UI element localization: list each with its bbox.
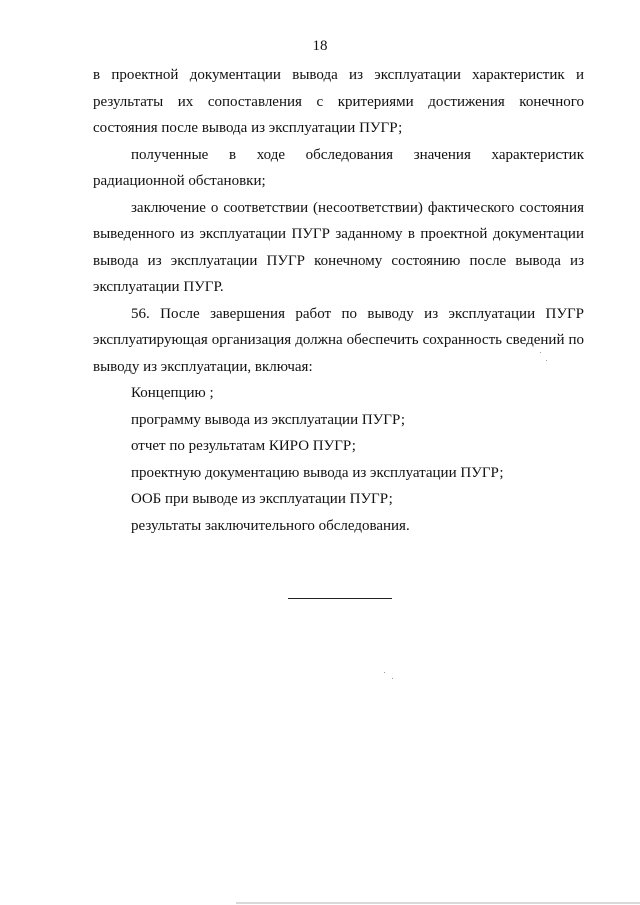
list-item: проектную документацию вывода из эксплуатации ПУГР; — [131, 464, 504, 481]
scan-speck — [546, 360, 547, 361]
paragraph-item-56: 56. После завершения работ по выводу из эксплуатации ПУГР эксплуатирующая организация должна обеспечить сохранность сведений по выводу из эксплуатации, включая: — [93, 305, 584, 375]
list-item: Концепцию ; — [131, 385, 214, 401]
scan-speck — [540, 352, 541, 353]
page-number: 18 — [312, 38, 328, 54]
paragraph-continuation: в проектной документации вывода из эксплуатации характеристик и результаты их сопоставления с критериями достижения конечного состояния после вывода из эксплуатации ПУГР; — [93, 67, 584, 136]
document-body — [93, 62, 584, 539]
scan-edge — [236, 902, 640, 904]
paragraph-radiation-values: полученные в ходе обследования значения характеристик радиационной обстановки; — [93, 146, 584, 189]
list-item: результаты заключительного обследования. — [131, 517, 410, 534]
list-item: ООБ при выводе из эксплуатации ПУГР; — [131, 491, 393, 507]
scan-speck — [384, 672, 385, 673]
list-item: программу вывода из эксплуатации ПУГР; — [131, 411, 406, 428]
end-of-document-rule — [288, 598, 392, 599]
paragraph-conclusion: заключение о соответствии (несоответствии) фактического состояния выведенного из эксплуатации ПУГР заданному в проектной документации вывода из эксплуатации ПУГР конечному состоянию после вывода из эксплуатации ПУГР. — [93, 199, 584, 295]
scan-speck — [392, 678, 393, 679]
list-item: отчет по результатам КИРО ПУГР; — [131, 438, 356, 454]
records-list — [93, 380, 584, 539]
